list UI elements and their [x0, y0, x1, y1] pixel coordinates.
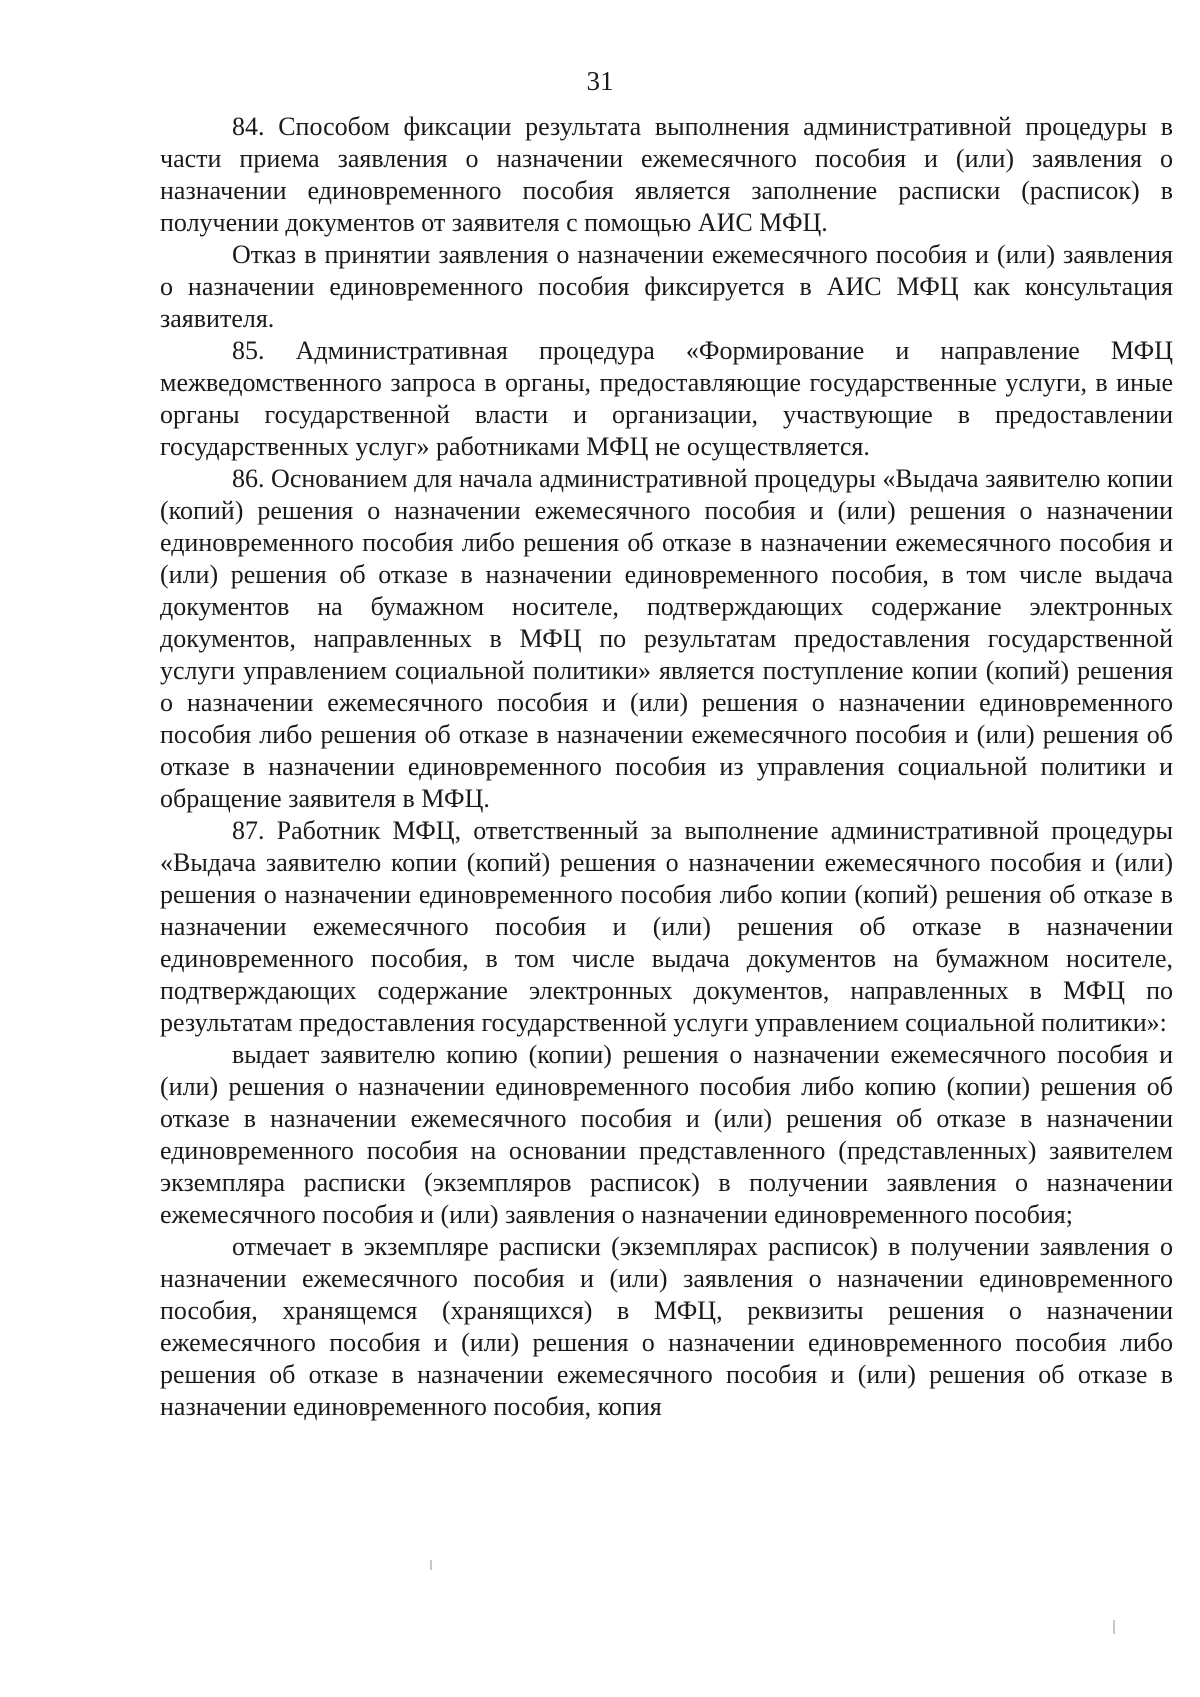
paragraph-86: 86. Основанием для начала административной процедуры «Выдача заявителю копии (копий) решения о назначении ежемесячного пособия и (или) решения о назначении единовременного пособия либо решения об отказе в назначении ежемесячного пособия и (или) решения об отказе в назначении единовременного пособия, в том числе выдача документов на бумажном носителе, подтверждающих содержание электронных документов, направленных в МФЦ по результатам предоставления государственной услуги управлением социальной политики» является поступление копии (копий) решения о назначении ежемесячного пособия и (или) решения о назначении единовременного пособия либо решения об отказе в назначении ежемесячного пособия и (или) решения об отказе в назначении единовременного пособия из управления социальной политики и обращение заявителя в МФЦ.: [160, 464, 1173, 813]
paragraph-85: 85. Административная процедура «Формирование и направление МФЦ межведомственного запроса в органы, предоставляющие государственные услуги, в иные органы государственной власти и организации, участвующие в предоставлении государственных услуг» работниками МФЦ не осуществляется.: [160, 336, 1173, 461]
paragraph-87-issues-copy: выдает заявителю копию (копии) решения о назначении ежемесячного пособия и (или) решения о назначении единовременного пособия либо копию (копии) решения об отказе в назначении ежемесячного пособия и (или) решения об отказе в назначении единовременного пособия на основании представленного (представленных) заявителем экземпляра расписки (экземпляров расписок) в получении заявления о назначении ежемесячного пособия и (или) заявления о назначении единовременного пособия;: [160, 1040, 1173, 1229]
page-number: 31: [586, 66, 614, 96]
paragraph-84: 84. Способом фиксации результата выполнения административной процедуры в части приема заявления о назначении ежемесячного пособия и (или) заявления о назначении единовременного пособия является заполнение расписки (расписок) в получении документов от заявителя с помощью АИС МФЦ.: [160, 112, 1173, 237]
scan-artifact-mark: [430, 1560, 432, 1570]
scan-artifact-mark: [1113, 1620, 1115, 1634]
paragraph-87-marks-receipt: отмечает в экземпляре расписки (экземплярах расписок) в получении заявления о назначении ежемесячного пособия и (или) заявления о назначении единовременного пособия, хранящемся (хранящихся) в МФЦ, реквизиты решения о назначении ежемесячного пособия и (или) решения о назначении единовременного пособия либо решения об отказе в назначении ежемесячного пособия и (или) решения об отказе в назначении единовременного пособия, копия: [160, 1232, 1173, 1421]
paragraph-87: 87. Работник МФЦ, ответственный за выполнение административной процедуры «Выдача заявителю копии (копий) решения о назначении ежемесячного пособия и (или) решения о назначении единовременного пособия либо копии (копий) решения об отказе в назначении ежемесячного пособия и (или) решения об отказе в назначении единовременного пособия, в том числе выдача документов на бумажном носителе, подтверждающих содержание электронных документов, направленных в МФЦ по результатам предоставления государственной услуги управлением социальной политики»:: [160, 816, 1173, 1037]
body-text: [160, 111, 1173, 1423]
paragraph-84-refusal: Отказ в принятии заявления о назначении ежемесячного пособия и (или) заявления о назначении единовременного пособия фиксируется в АИС МФЦ как консультация заявителя.: [160, 240, 1173, 333]
